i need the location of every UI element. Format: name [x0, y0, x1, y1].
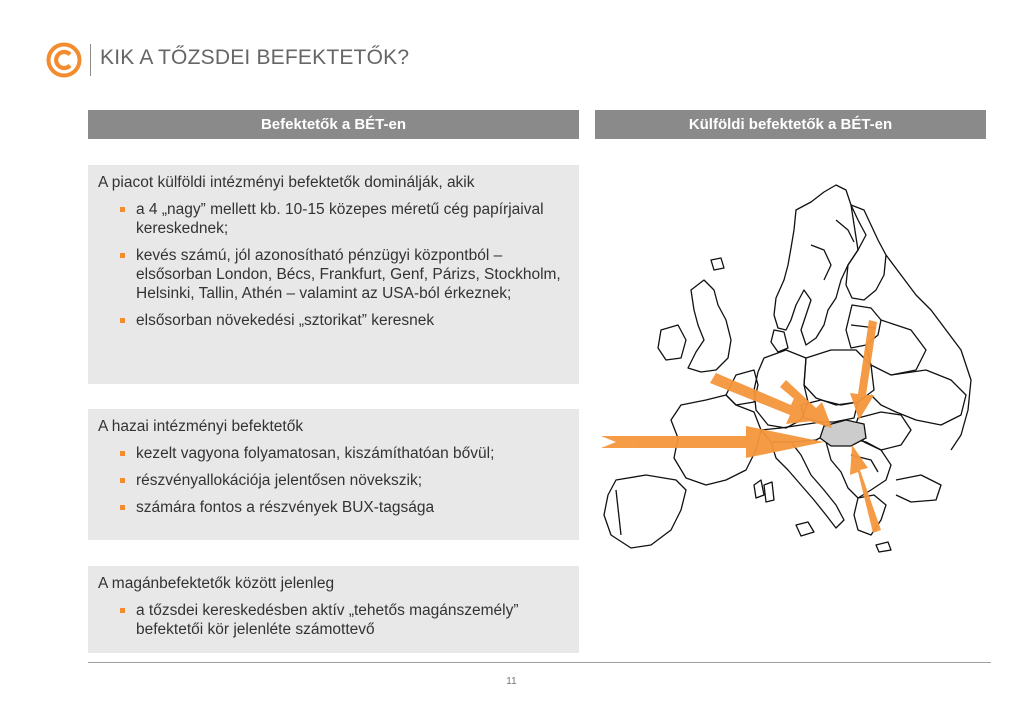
bullet-item: a tőzsdei kereskedésben aktív „tehetős magánszemély” befektetői kör jelenléte számottevő: [98, 601, 569, 639]
page-title: KIK A TŐZSDEI BEFEKTETŐK?: [100, 46, 410, 69]
section-title: A piacot külföldi intézményi befektetők dominálják, akik: [98, 174, 475, 191]
footer-divider: [88, 662, 991, 663]
bullet-item: kevés számú, jól azonosítható pénzügyi központból – elsősorban London, Bécs, Frankfurt, Genf, Párizs, Stockholm, Helsinki, Tallin, Athén – valamint az USA-ból érkeznek;: [98, 246, 569, 303]
domestic-investors-box: [88, 409, 579, 540]
europe-map-arrows-icon: [596, 180, 986, 570]
title-divider: [90, 44, 91, 76]
section-title: A magánbefektetők között jelenleg: [98, 575, 335, 592]
bullet-item: részvényallokációja jelentősen növekszik;: [98, 471, 569, 490]
private-investors-box: [88, 566, 579, 653]
copyright-c-logo-icon: [46, 42, 82, 78]
bullet-item: kezelt vagyona folyamatosan, kiszámíthatóan bővül;: [98, 444, 569, 463]
bullet-item: elsősorban növekedési „sztorikat” keresnek: [98, 311, 569, 330]
foreign-investors-box: [88, 165, 579, 384]
bullet-list: [98, 601, 569, 639]
bullet-item: a 4 „nagy” mellett kb. 10-15 közepes méretű cég papírjaival kereskednek;: [98, 200, 569, 238]
bullet-list: [98, 200, 569, 330]
section-title: A hazai intézményi befektetők: [98, 418, 304, 435]
page-number: 11: [506, 676, 517, 687]
right-column-header: Külföldi befektetők a BÉT-en: [595, 110, 986, 139]
left-column-header: Befektetők a BÉT-en: [88, 110, 579, 139]
bullet-item: számára fontos a részvények BUX-tagsága: [98, 498, 569, 517]
bullet-list: [98, 444, 569, 517]
